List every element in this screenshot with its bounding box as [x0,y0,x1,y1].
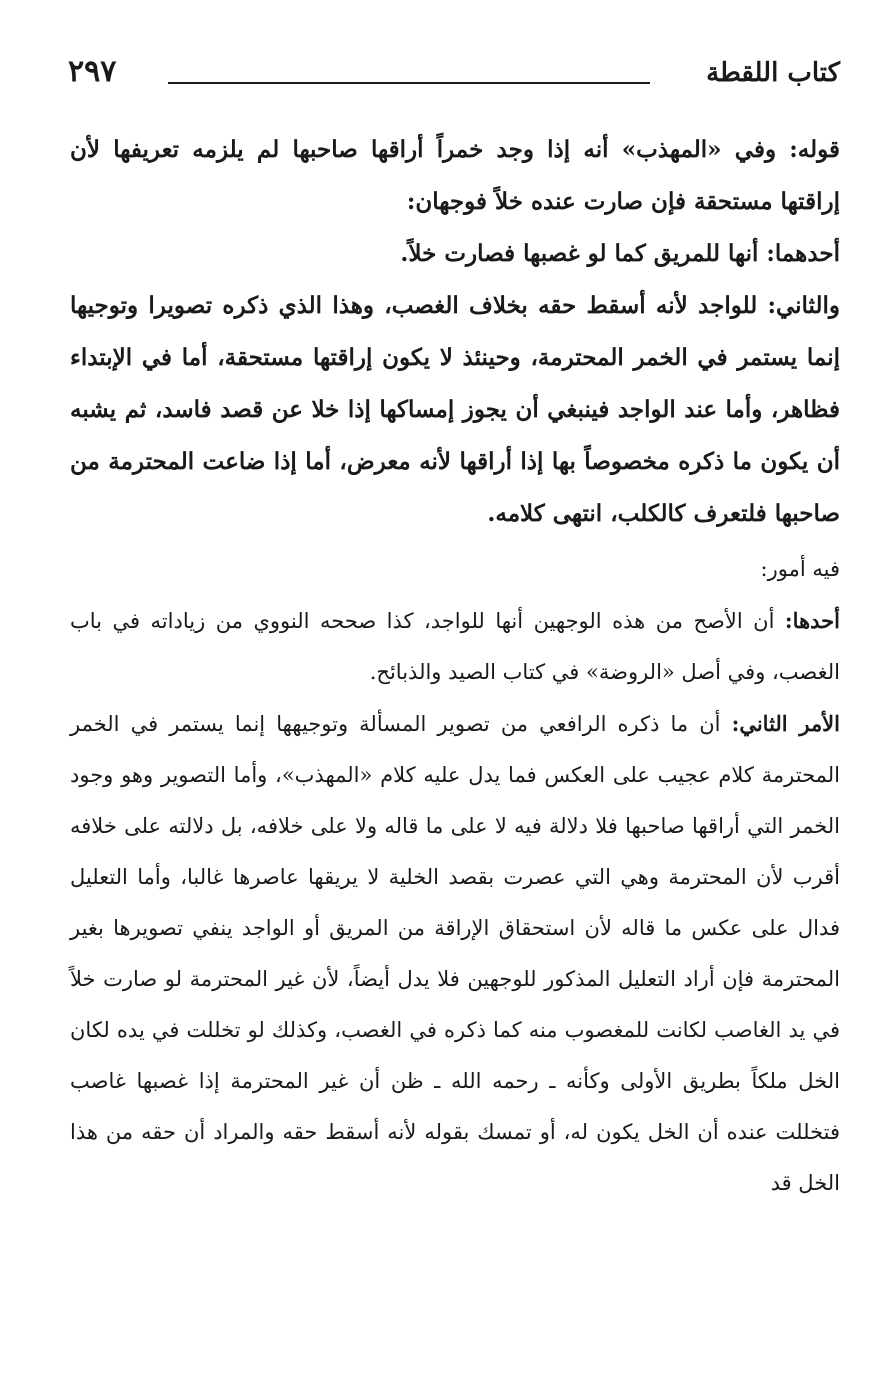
paragraph-second-view [70,280,840,540]
paragraph-matters-intro [70,544,840,595]
paragraph-second-matter [70,698,840,1209]
page-body [70,124,840,1209]
paragraph-text: فيه أمور: [760,557,840,581]
page-header [68,52,840,102]
paragraph-text: أن ما ذكره الرافعي من تصوير المسألة وتوجيهها إنما يستمر في الخمر المحترمة كلام عجيب على العكس فما يدل عليه كلام «المهذب»، وأما التصوير وهو وجود الخمر التي أراقها صاحبها فلا دلالة فيه لا على ما قاله ولا على خلافه، بل دلالته على خلافه أقرب لأن المحترمة وهي التي عصرت بقصد الخلية لا يريقها عاصرها غالبا، وأما التعليل فدال على عكس ما قاله لأن استحقاق الإراقة من المريق أو الواجد ينفي تصويرها بغير المحترمة فإن أراد التعليل المذكور للوجهين فلا يدل أيضاً، لأن غير المحترمة لو صارت خلاً في يد الغاصب لكانت للمغصوب منه كما ذكره في الغصب، وكذلك لو تخللت في يده لكان الخل ملكاً بطريق الأولى وكأنه ـ رحمه الله ـ ظن أن غير المحترمة إذا غصبها غاصب فتخللت عنده أن الخل يكون له، أو تمسك بقوله لأنه أسقط حقه والمراد أن حقه من هذا الخل قد [70,712,840,1195]
paragraph-first-view [70,228,840,280]
running-title: كتاب اللقطة [706,58,840,88]
paragraph-text: أن الأصح من هذه الوجهين أنها للواجد، كذا صححه النووي من زياداته في باب الغصب، وفي أصل «الروضة» في كتاب الصيد والذبائح. [70,609,840,684]
paragraph-quote-intro [70,124,840,228]
paragraph-lead: أحدها: [784,608,840,633]
header-rule [168,82,650,84]
paragraph-lead: الأمر الثاني: [731,711,840,736]
paragraph-text: والثاني: للواجد لأنه أسقط حقه بخلاف الغصب، وهذا الذي ذكره تصويرا وتوجيها إنما يستمر في الخمر المحترمة، وحينئذ لا يكون إراقتها مستحقة، أما في الإبتداء فظاهر، وأما عند الواجد فينبغي أن يجوز إمساكها إذا خلا عن قصد فاسد، ثم يشبه أن يكون ما ذكره مخصوصاً بها إذا أراقها لأنه معرض، أما إذا ضاعت المحترمة من صاحبها فلتعرف كالكلب، انتهى كلامه. [70,292,840,527]
paragraph-first-matter [70,595,840,698]
page-number: ٢٩٧ [68,54,117,89]
paragraph-text: أحدهما: أنها للمريق كما لو غصبها فصارت خلاً. [400,240,840,267]
paragraph-text: قوله: وفي «المهذب» أنه إذا وجد خمراً أراقها صاحبها لم يلزمه تعريفها لأن إراقتها مستحقة فإن صارت عنده خلاً فوجهان: [70,136,840,215]
